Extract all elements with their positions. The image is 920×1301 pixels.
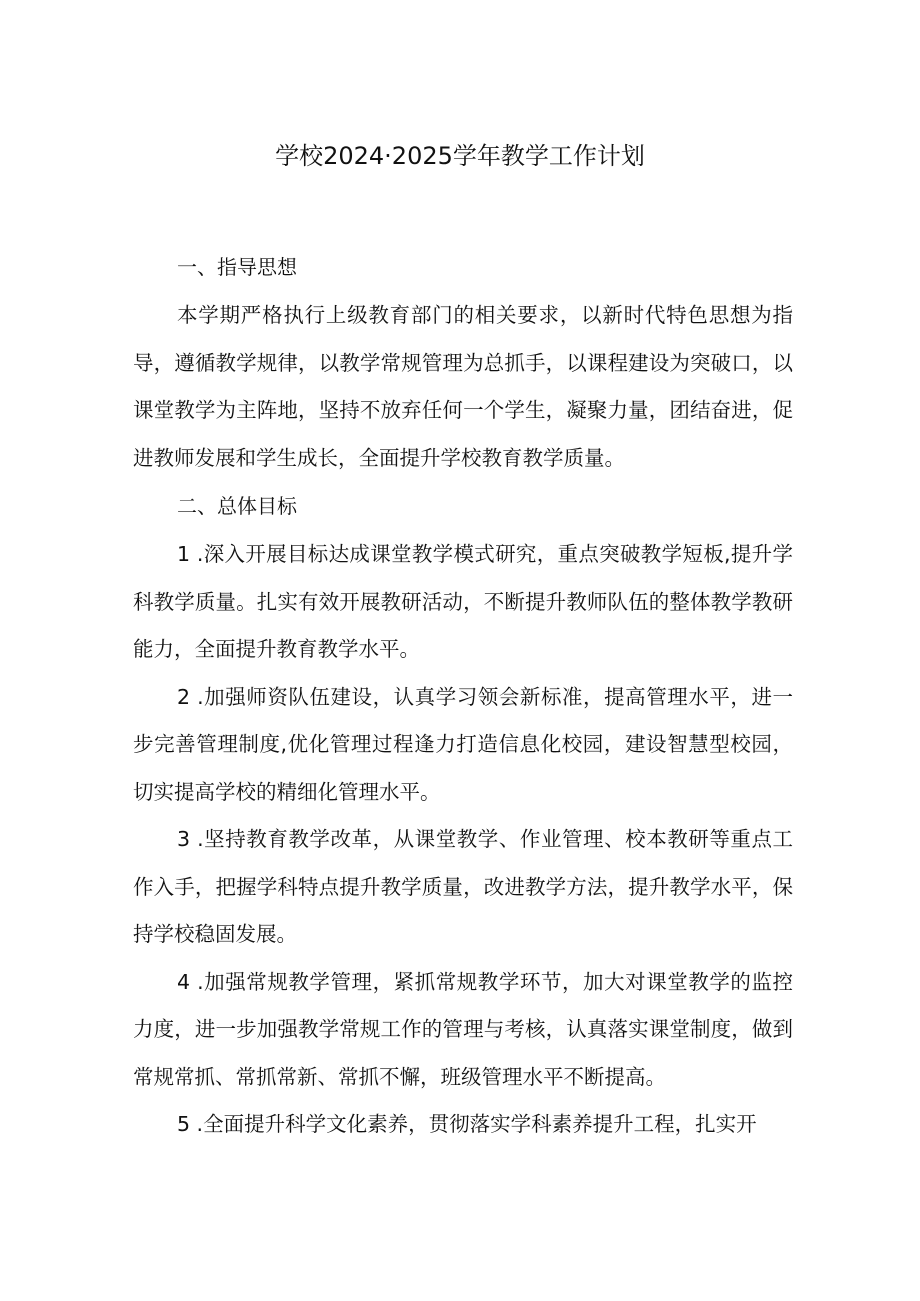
paragraph: 本学期严格执行上级教育部门的相关要求，以新时代特色思想为指导，遵循教学规律，以教学常规管理为总抓手，以课程建设为突破口，以课堂教学为主阵地，坚持不放弃任何一个学生，凝聚力量，团结奋进，促进教师发展和学生成长，全面提升学校教育教学质量。 (133, 303, 793, 470)
goal-item-3: 3 .坚持教育教学改革，从课堂教学、作业管理、校本教研等重点工作入手，把握学科特点提升教学质量，改进教学方法，提升教学水平，保持学校稳固发展。 (133, 827, 793, 946)
document-body (133, 244, 793, 1150)
goal-item-2: 2 .加强师资队伍建设，认真学习领会新标准，提高管理水平，进一步完善管理制度,优化管理过程逢力打造信息化校园，建设智慧型校园，切实提高学校的精细化管理水平。 (133, 684, 793, 804)
goal-item-5: 5 .全面提升科学文化素养，贯彻落实学科素养提升工程，扎实开 (177, 1112, 757, 1136)
section-heading: 二、总体目标 (177, 494, 297, 518)
section-guiding-ideology (133, 244, 793, 482)
goal-item-1: 1 .深入开展目标达成课堂教学模式研究，重点突破教学短板,提升学科教学质量。扎实有效开展教研活动，不断提升教师队伍的整体教学教研能力，全面提升教育教学水平。 (133, 542, 793, 661)
section-overall-goals (133, 483, 793, 1149)
goal-item-4: 4 .加强常规教学管理，紧抓常规教学环节，加大对课堂教学的监控力度，进一步加强教学常规工作的管理与考核，认真落实课堂制度，做到常规常抓、常抓常新、常抓不懈，班级管理水平不断提高。 (133, 969, 793, 1089)
document-title: 学校2024·2025学年教学工作计划 (275, 142, 645, 170)
section-heading: 一、指导思想 (177, 255, 297, 279)
